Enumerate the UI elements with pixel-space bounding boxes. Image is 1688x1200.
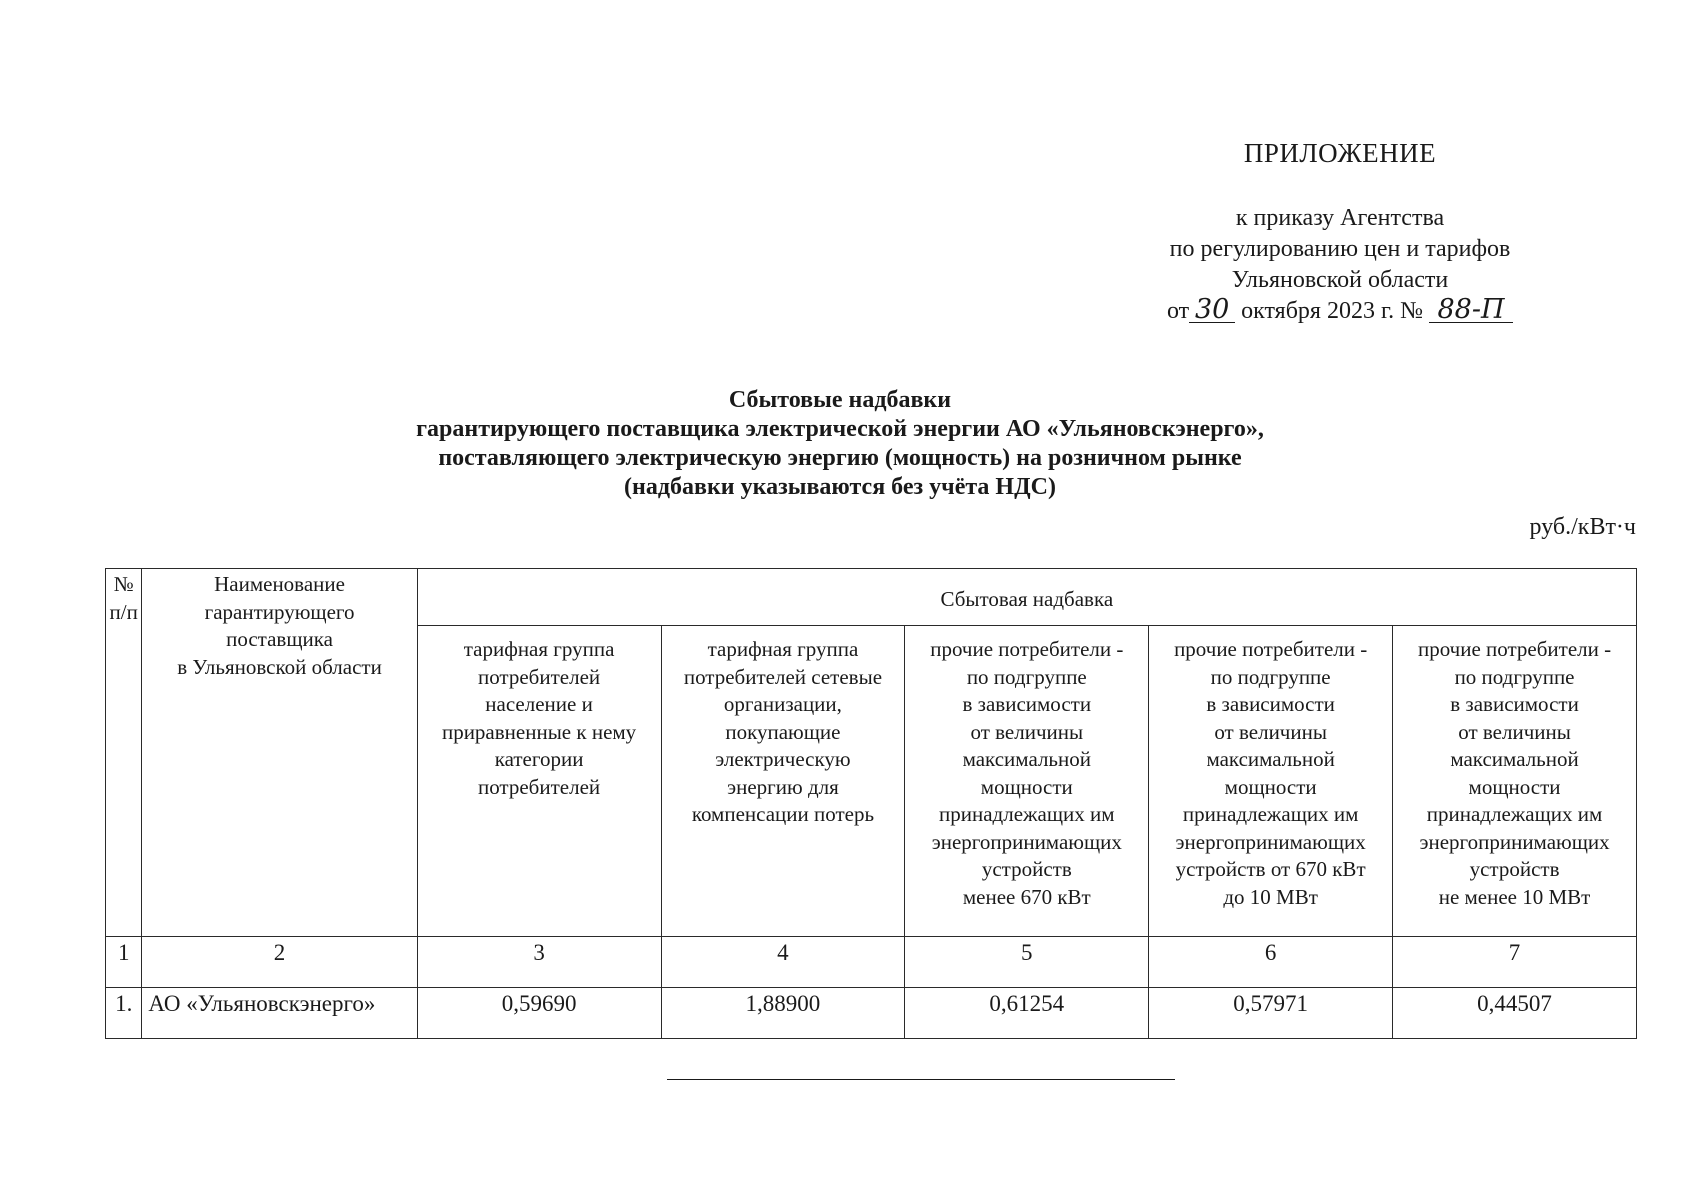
header-row-1: [106, 569, 1637, 626]
row-value: 0,57971: [1149, 988, 1393, 1039]
title-line-3: поставляющего электрическую энергию (мощность) на розничном рынке: [438, 445, 1242, 471]
index-cell: 1: [106, 937, 142, 988]
row-num: 1.: [106, 988, 142, 1039]
header-name: Наименование гарантирующего поставщика в Ульяновской области: [142, 569, 417, 937]
row-supplier-name: АО «Ульяновскэнерго»: [142, 988, 417, 1039]
date-rest: октября 2023 г. №: [1241, 298, 1423, 324]
header-sub-3: прочие потребители - по подгруппе в зависимости от величины максимальной мощности принадлежащих им энергопринимающих устройств менее 670 кВт: [905, 626, 1149, 937]
tariff-table: [105, 568, 1637, 1039]
row-value: 0,44507: [1393, 988, 1637, 1039]
header-sub-5: прочие потребители - по подгруппе в зависимости от величины максимальной мощности принадлежащих им энергопринимающих устройств не менее 10 МВт: [1393, 626, 1637, 937]
document-title: [180, 386, 1500, 502]
title-line-4: (надбавки указываются без учёта НДС): [624, 474, 1056, 500]
appendix-line-3: Ульяновской области: [1231, 267, 1449, 293]
index-cell: 3: [417, 937, 661, 988]
table-row: [106, 988, 1637, 1039]
row-value: 1,88900: [661, 988, 905, 1039]
order-number-handwritten: 88-П: [1429, 298, 1513, 323]
order-date-line: [1100, 296, 1580, 327]
row-value: 0,59690: [417, 988, 661, 1039]
index-cell: 6: [1149, 937, 1393, 988]
date-prefix: от: [1166, 298, 1190, 324]
appendix-block: [1100, 138, 1580, 327]
header-group: Сбытовая надбавка: [417, 569, 1636, 626]
closing-line: [667, 1079, 1175, 1080]
index-cell: 7: [1393, 937, 1637, 988]
date-day-handwritten: 30: [1189, 298, 1235, 323]
index-cell: 2: [142, 937, 417, 988]
appendix-details: [1100, 203, 1580, 327]
header-sub-4: прочие потребители - по подгруппе в зависимости от величины максимальной мощности принадлежащих им энергопринимающих устройств от 670 кВт до 10 МВт: [1149, 626, 1393, 937]
row-value: 0,61254: [905, 988, 1149, 1039]
index-cell: 5: [905, 937, 1149, 988]
appendix-line-2: по регулированию цен и тарифов: [1169, 236, 1511, 262]
appendix-title: ПРИЛОЖЕНИЕ: [1243, 138, 1437, 168]
unit-label: руб./кВт·ч: [1529, 514, 1636, 540]
title-line-2: гарантирующего поставщика электрической энергии АО «Ульяновскэнерго»,: [416, 416, 1264, 442]
header-num: № п/п: [106, 569, 142, 937]
appendix-line-1: к приказу Агентства: [1235, 205, 1445, 231]
title-line-1: Сбытовые надбавки: [728, 387, 952, 413]
index-cell: 4: [661, 937, 905, 988]
header-sub-1: тарифная группа потребителей население и приравненные к нему категории потребителей: [417, 626, 661, 937]
header-sub-2: тарифная группа потребителей сетевые организации, покупающие электрическую энергию для компенсации потерь: [661, 626, 905, 937]
column-index-row: [106, 937, 1637, 988]
